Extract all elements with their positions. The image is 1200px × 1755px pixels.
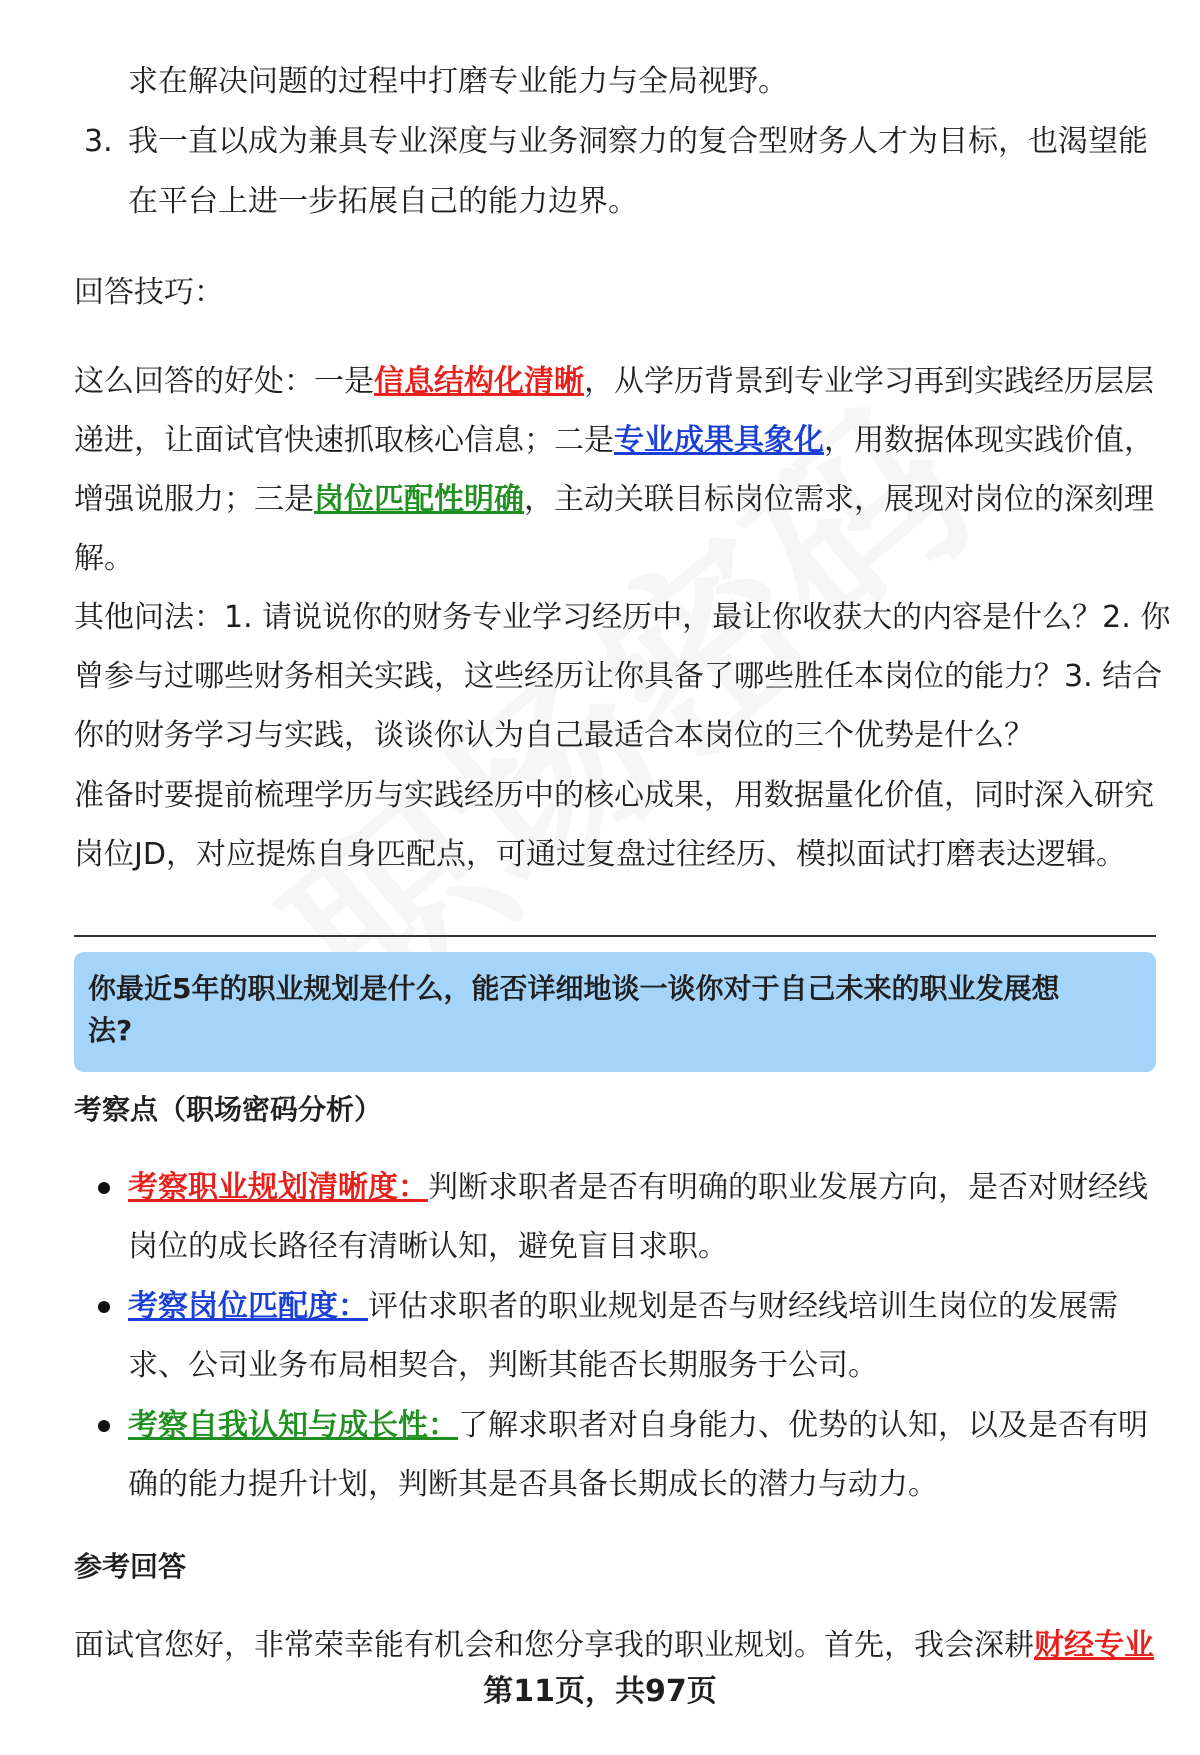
question-line-1: 你最近5年的职业规划是什么，能否详细地谈一谈你对于自己未来的职业发展想 xyxy=(88,972,1060,1005)
points-heading: 考察点（职场密码分析） xyxy=(74,1093,383,1126)
point-1-line2: 岗位的成长路径有清晰认知，避免盲目求职。 xyxy=(128,1229,728,1264)
page-footer: 第11页，共97页 xyxy=(483,1674,717,1709)
highlight-green: 岗位匹配性明确 xyxy=(314,482,524,517)
tips-text: 这么回答的好处：一是 xyxy=(74,364,374,399)
list-item-continuation: 求在解决问题的过程中打磨专业能力与全局视野。 xyxy=(128,64,788,99)
bullet-dot xyxy=(98,1420,110,1432)
answer-heading: 参考回答 xyxy=(74,1550,187,1583)
point-3-text: 了解求职者对自身能力、优势的认知，以及是否有明 xyxy=(458,1408,1148,1443)
bullet-dot xyxy=(98,1182,110,1194)
tips-text: ，用数据体现实践价值， xyxy=(824,423,1154,458)
point-2-line1 xyxy=(128,1287,1118,1327)
point-2-text: 评估求职者的职业规划是否与财经线培训生岗位的发展需 xyxy=(368,1289,1118,1324)
other-questions-line-3: 你的财务学习与实践，谈谈你认为自己最适合本岗位的三个优势是什么？ xyxy=(74,718,1034,753)
tips-line-1 xyxy=(74,362,1154,402)
highlight-red: 信息结构化清晰 xyxy=(374,364,584,399)
tips-text: 增强说服力；三是 xyxy=(74,482,314,517)
point-3-label: 考察自我认知与成长性： xyxy=(128,1408,458,1443)
tips-line-4: 解。 xyxy=(74,541,134,576)
prep-line-2: 岗位JD，对应提炼自身匹配点，可通过复盘过往经历、模拟面试打磨表达逻辑。 xyxy=(74,837,1126,872)
list-item-3-line1: 我一直以成为兼具专业深度与业务洞察力的复合型财务人才为目标，也渴望能 xyxy=(128,124,1148,159)
tips-text: ，主动关联目标岗位需求，展现对岗位的深刻理 xyxy=(524,482,1154,517)
list-item-3-line2: 在平台上进一步拓展自己的能力边界。 xyxy=(128,184,638,219)
other-questions-line-2: 曾参与过哪些财务相关实践，这些经历让你具备了哪些胜任本岗位的能力？3. 结合 xyxy=(74,659,1163,694)
question-line-2: 法? xyxy=(88,1014,133,1047)
point-3-line2: 确的能力提升计划，判断其是否具备长期成长的潜力与动力。 xyxy=(128,1467,938,1502)
divider xyxy=(74,935,1156,937)
list-number: 3. xyxy=(84,124,113,159)
tips-line-2 xyxy=(74,421,1154,461)
point-2-line2: 求、公司业务布局相契合，判断其能否长期服务于公司。 xyxy=(128,1348,878,1383)
point-2-label: 考察岗位匹配度： xyxy=(128,1289,368,1324)
other-questions-line-1: 其他问法：1. 请说说你的财务专业学习经历中，最让你收获大的内容是什么？2. 你 xyxy=(74,600,1171,635)
highlight-blue: 专业成果具象化 xyxy=(614,423,824,458)
prep-line-1: 准备时要提前梳理学历与实践经历中的核心成果，用数据量化价值，同时深入研究 xyxy=(74,778,1154,813)
point-1-label: 考察职业规划清晰度： xyxy=(128,1170,428,1205)
tips-text: 递进，让面试官快速抓取核心信息；二是 xyxy=(74,423,614,458)
tips-text: ，从学历背景到专业学习再到实践经历层层 xyxy=(584,364,1154,399)
answer-line-1 xyxy=(74,1626,1154,1666)
tips-line-3 xyxy=(74,480,1154,520)
point-1-text: 判断求职者是否有明确的职业发展方向，是否对财经线 xyxy=(428,1170,1148,1205)
highlight-red: 财经专业 xyxy=(1034,1628,1154,1663)
point-3-line1 xyxy=(128,1406,1148,1446)
point-1-line1 xyxy=(128,1168,1148,1208)
answer-text: 面试官您好，非常荣幸能有机会和您分享我的职业规划。首先，我会深耕 xyxy=(74,1628,1034,1663)
tips-heading: 回答技巧： xyxy=(74,275,224,310)
bullet-dot xyxy=(98,1301,110,1313)
